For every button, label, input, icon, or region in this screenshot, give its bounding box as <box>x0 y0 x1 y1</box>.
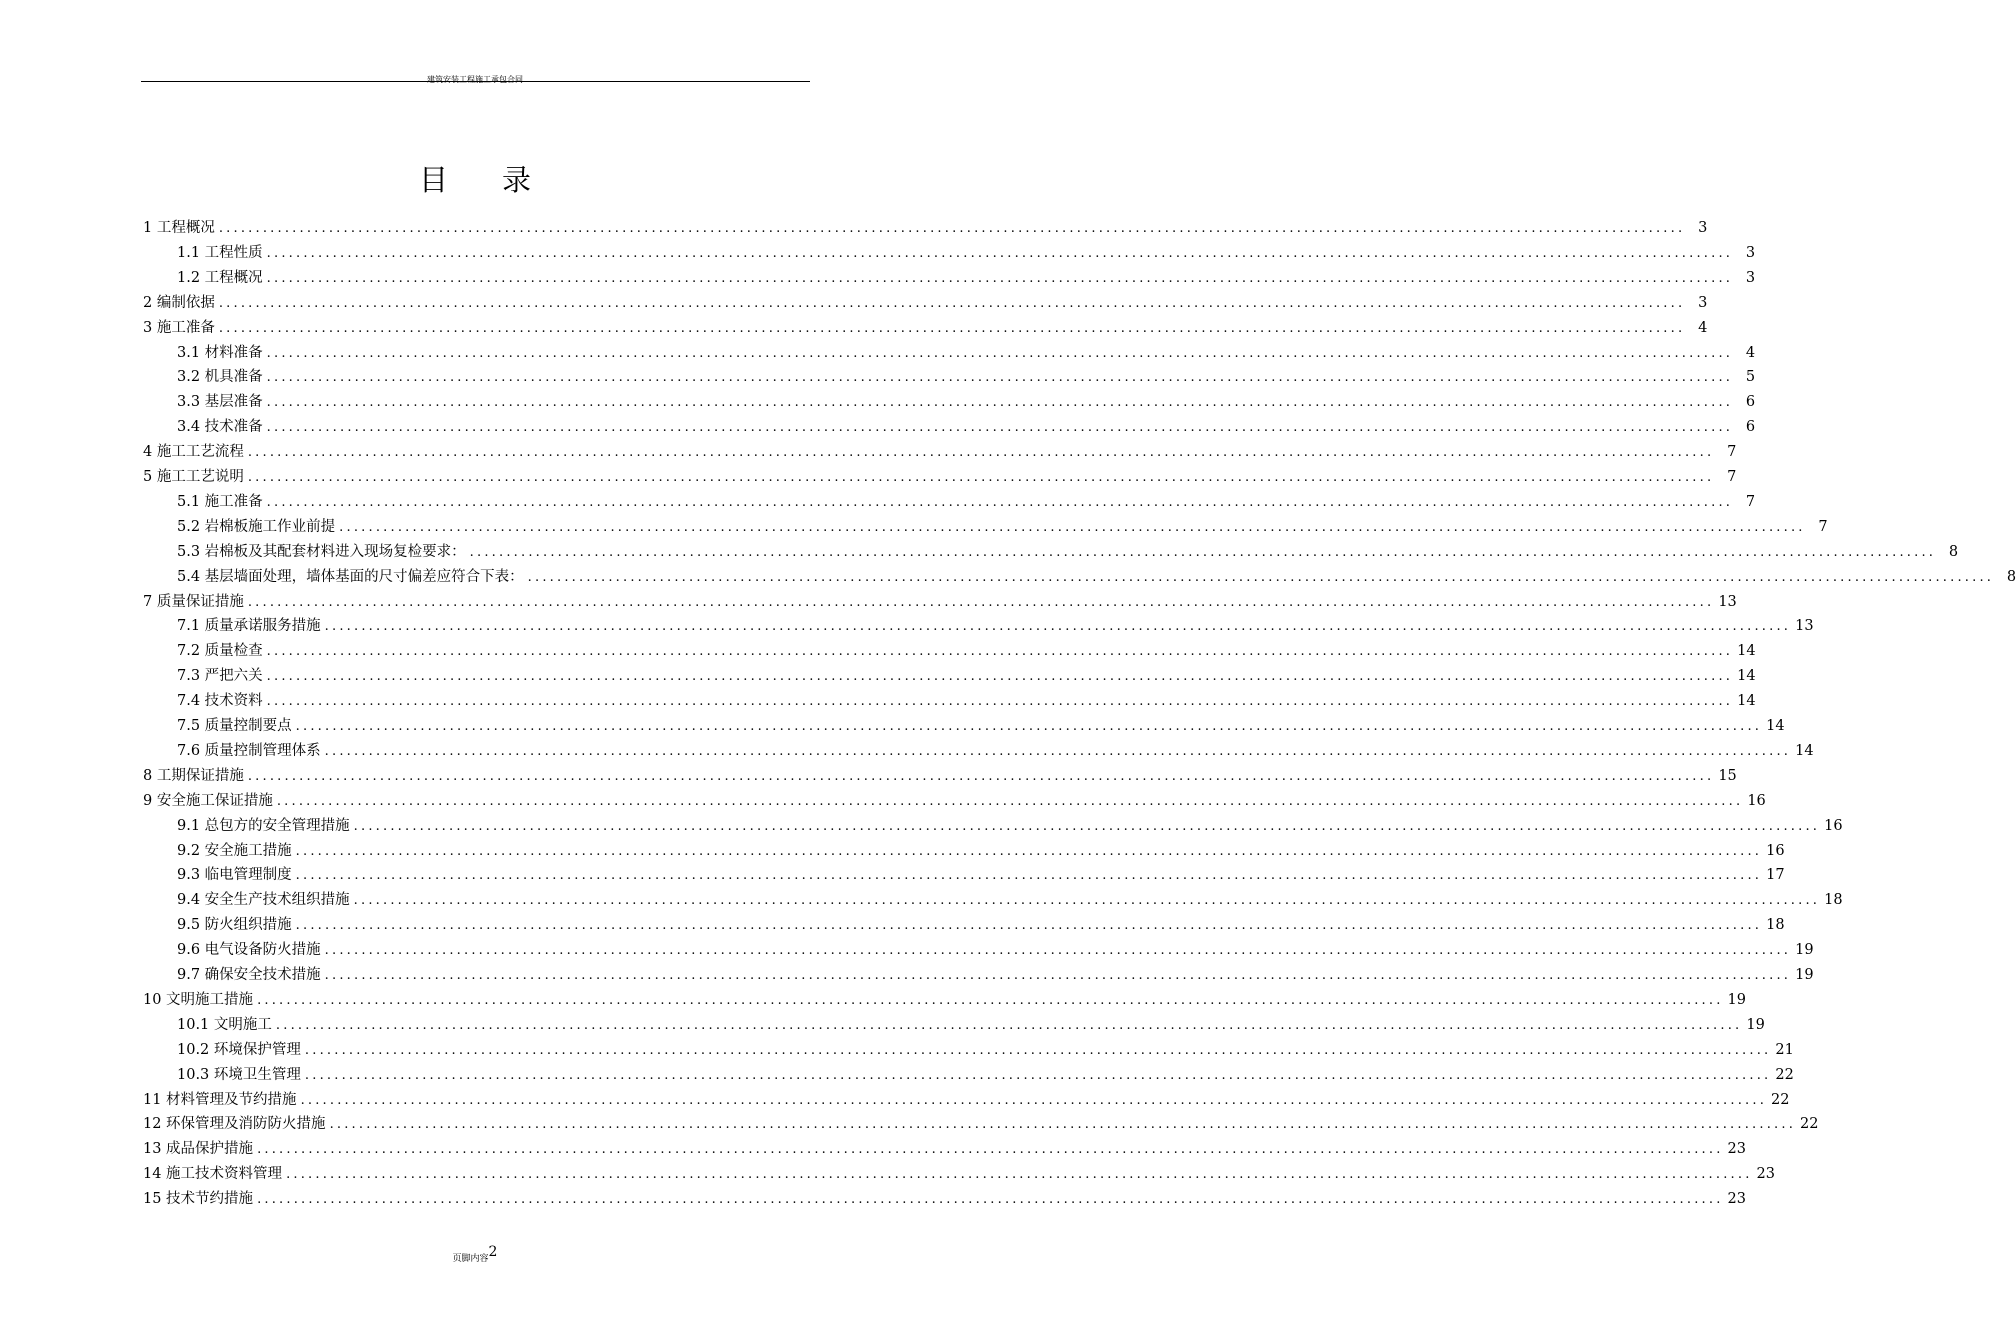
toc-dot-leader: ........................................................................................................................................................................................................ <box>469 544 1937 560</box>
toc-entry[interactable] <box>143 639 1756 663</box>
toc-dot-leader: ........................................................................................................................................................................................................ <box>247 768 1715 784</box>
toc-dot-leader: ........................................................................................................................................................................................................ <box>286 1167 1753 1183</box>
toc-entry[interactable] <box>143 1162 1775 1186</box>
page-number: 2 <box>488 1244 498 1260</box>
toc-dot-leader: ........................................................................................................................................................................................................ <box>353 818 1821 834</box>
toc-entry[interactable] <box>143 1038 1794 1062</box>
toc-entry-page: 14 <box>1795 742 1814 759</box>
toc-entry-page: 22 <box>1800 1116 1819 1133</box>
toc-entry-page: 3 <box>1745 269 1756 286</box>
toc-dot-leader: ........................................................................................................................................................................................................ <box>266 395 1734 411</box>
toc-entry[interactable] <box>143 913 1785 937</box>
toc-entry-label: 5.3 岩棉板及其配套材料进入现场复检要求： <box>177 543 466 560</box>
toc-entry-label: 3.1 材料准备 <box>177 344 263 361</box>
toc-entry-label: 10.1 文明施工 <box>177 1016 272 1033</box>
toc-entry-page: 23 <box>1727 1141 1746 1158</box>
toc-entry-label: 9.4 安全生产技术组织措施 <box>177 892 350 909</box>
toc-entry[interactable] <box>143 590 1737 614</box>
toc-entry-page: 19 <box>1727 991 1746 1008</box>
toc-entry-label: 2 编制依据 <box>143 294 215 311</box>
toc-entry-page: 3 <box>1698 294 1708 311</box>
toc-entry-label: 3.2 机具准备 <box>177 369 263 386</box>
toc-entry-page: 7 <box>1745 493 1756 510</box>
footer-text: 页脚内容 <box>452 1254 489 1264</box>
toc-dot-leader: ........................................................................................................................................................................................................ <box>324 743 1792 759</box>
toc-dot-leader: ........................................................................................................................................................................................................ <box>266 420 1734 436</box>
toc-entry-page: 6 <box>1745 394 1756 411</box>
page-footer <box>0 1244 950 1266</box>
toc-entry[interactable] <box>143 714 1785 738</box>
toc-entry[interactable] <box>143 664 1756 688</box>
toc-entry-page: 18 <box>1766 917 1785 934</box>
toc-entry[interactable] <box>143 216 1708 240</box>
toc-entry-label: 9.3 临电管理制度 <box>177 867 292 884</box>
toc-entry-label: 10 文明施工措施 <box>143 991 254 1008</box>
toc-dot-leader: ........................................................................................................................................................................................................ <box>275 1017 1743 1033</box>
toc-dot-leader: ........................................................................................................................................................................................................ <box>353 893 1821 909</box>
toc-entry[interactable] <box>143 241 1756 265</box>
toc-dot-leader: ........................................................................................................................................................................................................ <box>329 1117 1797 1133</box>
toc-entry-label: 7.4 技术资料 <box>177 693 263 710</box>
toc-entry[interactable] <box>143 540 1959 564</box>
toc-entry[interactable] <box>143 938 1814 962</box>
toc-entry-label: 12 环保管理及消防防火措施 <box>143 1116 326 1133</box>
toc-entry[interactable] <box>143 1187 1746 1211</box>
toc-entry-label: 5.4 基层墙面处理，墙体基面的尺寸偏差应符合下表： <box>177 568 524 585</box>
toc-entry[interactable] <box>143 814 1843 838</box>
toc-dot-leader: ........................................................................................................................................................................................................ <box>247 470 1715 485</box>
toc-dot-leader: ........................................................................................................................................................................................................ <box>247 594 1715 610</box>
toc-entry[interactable] <box>143 1112 1819 1136</box>
toc-entry[interactable] <box>143 689 1756 713</box>
toc-entry-page: 15 <box>1718 767 1737 784</box>
toc-entry[interactable] <box>143 565 2016 589</box>
toc-entry-label: 1.2 工程概况 <box>177 269 263 286</box>
toc-entry-page: 23 <box>1727 1191 1746 1208</box>
toc-entry[interactable] <box>143 365 1756 389</box>
toc-dot-leader: ........................................................................................................................................................................................................ <box>247 445 1715 461</box>
toc-dot-leader: ........................................................................................................................................................................................................ <box>266 370 1734 386</box>
toc-entry[interactable] <box>143 1013 1765 1037</box>
toc-dot-leader: ........................................................................................................................................................................................................ <box>300 1092 1768 1108</box>
toc-entry-label: 5.1 施工准备 <box>177 493 263 510</box>
toc-entry-label: 14 施工技术资料管理 <box>143 1166 283 1183</box>
toc-entry-label: 9.5 防火组织措施 <box>177 917 292 934</box>
toc-entry-label: 9.2 安全施工措施 <box>177 842 292 859</box>
toc-entry[interactable] <box>143 888 1843 912</box>
toc-entry-page: 16 <box>1824 817 1843 834</box>
toc-entry-page: 7 <box>1727 444 1737 461</box>
toc-entry[interactable] <box>143 515 1828 539</box>
toc-entry-page: 19 <box>1746 1016 1765 1033</box>
toc-entry-page: 14 <box>1737 693 1756 710</box>
toc-dot-leader: ........................................................................................................................................................................................................ <box>304 1067 1772 1083</box>
toc-entry-label: 10.2 环境保护管理 <box>177 1041 301 1058</box>
toc-entry[interactable] <box>143 440 1737 464</box>
toc-dot-leader: ........................................................................................................................................................................................................ <box>266 669 1734 685</box>
toc-dot-leader: ........................................................................................................................................................................................................ <box>324 968 1792 983</box>
toc-entry[interactable] <box>143 789 1766 813</box>
toc-dot-leader: ........................................................................................................................................................................................................ <box>218 320 1686 336</box>
toc-entry-page: 13 <box>1795 618 1814 635</box>
toc-dot-leader: ........................................................................................................................................................................................................ <box>324 943 1792 959</box>
toc-dot-leader: ........................................................................................................................................................................................................ <box>324 619 1792 635</box>
toc-entry[interactable] <box>143 963 1814 987</box>
toc-dot-leader: ........................................................................................................................................................................................................ <box>527 569 1995 585</box>
toc-entry-label: 1.1 工程性质 <box>177 244 263 261</box>
toc-dot-leader: ........................................................................................................................................................................................................ <box>276 793 1744 809</box>
toc-entry-label: 3.4 技术准备 <box>177 419 263 436</box>
toc-entry-page: 21 <box>1775 1041 1794 1058</box>
toc-entry-page: 16 <box>1747 792 1766 809</box>
toc-dot-leader: ........................................................................................................................................................................................................ <box>295 719 1763 734</box>
toc-entry[interactable] <box>143 266 1756 290</box>
toc-entry-label: 7.6 质量控制管理体系 <box>177 742 321 759</box>
toc-dot-leader: ........................................................................................................................................................................................................ <box>266 694 1734 710</box>
toc-entry-label: 9.1 总包方的安全管理措施 <box>177 817 350 834</box>
toc-entry-page: 13 <box>1718 593 1737 610</box>
toc-entry-label: 9 安全施工保证措施 <box>143 792 273 809</box>
toc-dot-leader: ........................................................................................................................................................................................................ <box>266 494 1734 510</box>
toc-dot-leader: ........................................................................................................................................................................................................ <box>339 519 1806 535</box>
toc-entry[interactable] <box>143 291 1708 315</box>
toc-entry-page: 19 <box>1795 967 1814 983</box>
toc-entry-label: 7.1 质量承诺服务措施 <box>177 618 321 635</box>
toc-entry-page: 4 <box>1698 319 1708 336</box>
toc-entry-page: 7 <box>1818 518 1828 535</box>
toc-entry-label: 7.3 严把六关 <box>177 668 263 685</box>
toc-dot-leader: ........................................................................................................................................................................................................ <box>266 245 1734 261</box>
toc-entry-page: 16 <box>1766 842 1785 859</box>
toc-entry-label: 4 施工工艺流程 <box>143 444 244 461</box>
toc-entry-page: 23 <box>1756 1166 1775 1183</box>
toc-dot-leader: ........................................................................................................................................................................................................ <box>295 918 1763 934</box>
toc-entry[interactable] <box>143 1063 1794 1087</box>
toc-entry-label: 15 技术节约措施 <box>143 1191 254 1208</box>
header-divider <box>141 81 810 82</box>
running-header: 建筑安装工程施工承包合同 <box>427 75 523 84</box>
toc-entry[interactable] <box>143 1088 1790 1112</box>
toc-entry-page: 14 <box>1737 643 1756 660</box>
toc-dot-leader: ........................................................................................................................................................................................................ <box>218 221 1686 236</box>
toc-entry[interactable] <box>143 316 1708 340</box>
toc-entry-page: 8 <box>1948 543 1959 560</box>
toc-entry-page: 3 <box>1698 220 1708 236</box>
toc-entry-label: 11 材料管理及节约措施 <box>143 1091 297 1108</box>
toc-entry-label: 3 施工准备 <box>143 319 215 336</box>
toc-entry[interactable] <box>143 863 1785 887</box>
toc-dot-leader: ........................................................................................................................................................................................................ <box>295 843 1763 859</box>
toc-entry[interactable] <box>143 739 1814 763</box>
toc-entry[interactable] <box>143 988 1746 1012</box>
toc-entry-label: 10.3 环境卫生管理 <box>177 1066 301 1083</box>
toc-entry-label: 9.7 确保安全技术措施 <box>177 967 321 983</box>
toc-entry-page: 8 <box>2006 568 2016 585</box>
toc-entry-page: 7 <box>1727 469 1737 485</box>
toc-entry-label: 1 工程概况 <box>143 220 215 236</box>
toc-dot-leader: ........................................................................................................................................................................................................ <box>257 1192 1724 1208</box>
toc-entry-label: 7.5 质量控制要点 <box>177 718 292 734</box>
toc-entry[interactable] <box>143 490 1756 514</box>
toc-entry[interactable] <box>143 614 1814 638</box>
toc-entry-label: 9.6 电气设备防火措施 <box>177 942 321 959</box>
toc-entry-page: 19 <box>1795 942 1814 959</box>
toc-entry-label: 7 质量保证措施 <box>143 593 244 610</box>
toc-entry-page: 3 <box>1745 244 1756 261</box>
toc-dot-leader: ........................................................................................................................................................................................................ <box>295 868 1763 884</box>
toc-entry-page: 4 <box>1745 344 1756 361</box>
toc-dot-leader: ........................................................................................................................................................................................................ <box>218 295 1686 311</box>
toc-entry-label: 7.2 质量检查 <box>177 643 263 660</box>
toc-dot-leader: ........................................................................................................................................................................................................ <box>257 992 1724 1008</box>
toc-title: 目录 <box>418 163 585 197</box>
toc-entry-page: 6 <box>1745 419 1756 436</box>
toc-entry-label: 5.2 岩棉板施工作业前提 <box>177 518 336 535</box>
toc-entry-label: 3.3 基层准备 <box>177 394 263 411</box>
toc-dot-leader: ........................................................................................................................................................................................................ <box>304 1042 1772 1058</box>
toc-entry[interactable] <box>143 1137 1746 1161</box>
toc-entry-page: 18 <box>1824 892 1843 909</box>
toc-entry-page: 14 <box>1737 668 1756 685</box>
toc-entry-page: 14 <box>1766 718 1785 734</box>
toc-dot-leader: ........................................................................................................................................................................................................ <box>266 270 1734 286</box>
toc-entry-label: 8 工期保证措施 <box>143 767 244 784</box>
toc-entry[interactable] <box>143 390 1756 414</box>
toc-entry-label: 13 成品保护措施 <box>143 1141 254 1158</box>
toc-entry-page: 17 <box>1766 867 1785 884</box>
toc-dot-leader: ........................................................................................................................................................................................................ <box>266 644 1734 660</box>
toc-entry-page: 5 <box>1745 369 1756 386</box>
toc-entry-page: 22 <box>1775 1066 1794 1083</box>
toc-entry-label: 5 施工工艺说明 <box>143 469 244 485</box>
toc-dot-leader: ........................................................................................................................................................................................................ <box>257 1142 1724 1158</box>
toc-entry[interactable] <box>143 415 1756 439</box>
toc-entry[interactable] <box>143 839 1785 863</box>
toc-dot-leader: ........................................................................................................................................................................................................ <box>266 345 1734 361</box>
toc-entry-page: 22 <box>1771 1091 1790 1108</box>
toc-entry[interactable] <box>143 465 1737 489</box>
toc-entry[interactable] <box>143 764 1737 788</box>
toc-entry[interactable] <box>143 341 1756 365</box>
